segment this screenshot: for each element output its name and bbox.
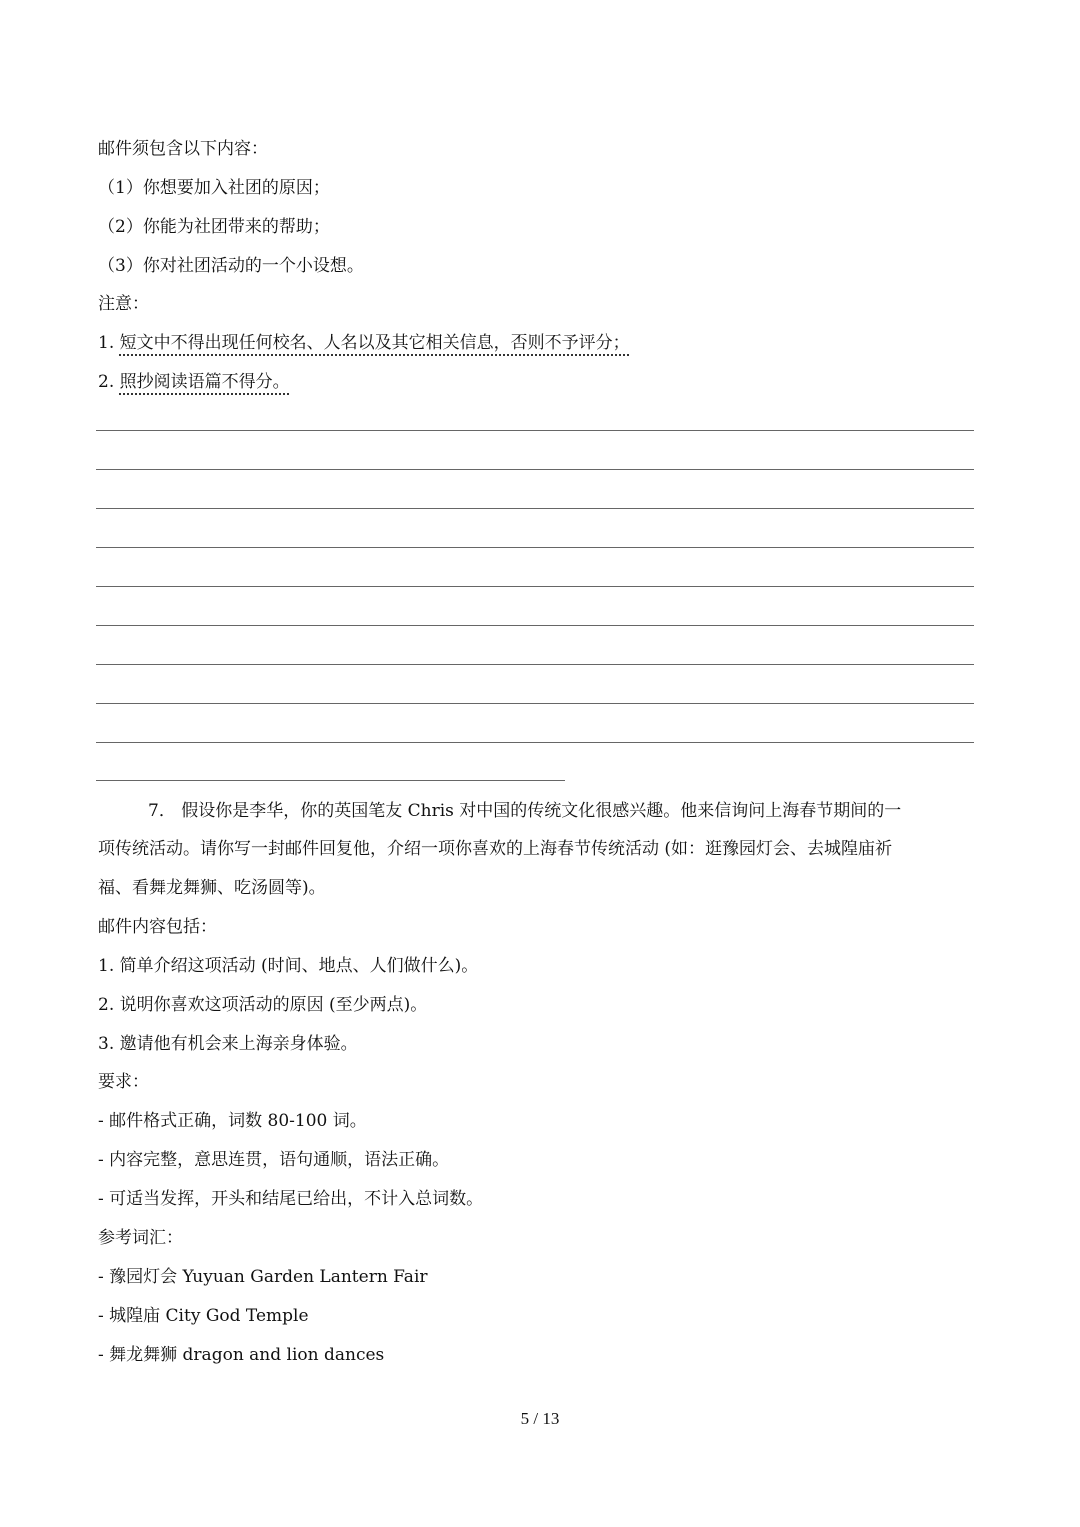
writing-line	[96, 586, 974, 587]
question7-intro: 福、看舞龙舞狮、吃汤圆等)。	[98, 878, 326, 898]
question7-intro: 项传统活动。请你写一封邮件回复他，介绍一项你喜欢的上海春节传统活动 (如：逛豫园灯会、去城隍庙祈	[98, 839, 893, 859]
list-item: - 豫园灯会 Yuyuan Garden Lantern Fair	[98, 1267, 428, 1287]
list-item: - 城隍庙 City God Temple	[98, 1306, 309, 1326]
writing-line	[96, 703, 974, 704]
note-number: 1.	[98, 333, 120, 353]
page-number: 5 / 13	[520, 1409, 560, 1428]
list-item: （1）你想要加入社团的原因；	[98, 178, 330, 198]
list-item: 2. 说明你喜欢这项活动的原因 (至少两点)。	[98, 995, 428, 1015]
include-heading: 邮件须包含以下内容：	[98, 139, 268, 159]
content-heading: 邮件内容包括：	[98, 917, 217, 937]
list-item: 1. 简单介绍这项活动 (时间、地点、人们做什么)。	[98, 956, 479, 976]
note-item	[98, 332, 630, 354]
note-text: 短文中不得出现任何校名、人名以及其它相关信息，否则不予评分；	[119, 333, 630, 353]
requirements-heading: 要求：	[98, 1072, 149, 1092]
note-item	[98, 371, 290, 393]
list-item: - 内容完整，意思连贯，语句通顺，语法正确。	[98, 1150, 450, 1170]
note-number: 2.	[98, 372, 120, 392]
question7-intro: 7． 假设你是李华，你的英国笔友 Chris 对中国的传统文化很感兴趣。他来信询问上海春节期间的一	[148, 801, 902, 821]
note-text: 照抄阅读语篇不得分。	[119, 372, 290, 392]
writing-line-short	[96, 780, 565, 781]
vocab-heading: 参考词汇：	[98, 1228, 183, 1248]
writing-line	[96, 742, 974, 743]
list-item: - 邮件格式正确，词数 80-100 词。	[98, 1111, 367, 1131]
writing-line	[96, 430, 974, 431]
list-item: - 可适当发挥，开头和结尾已给出，不计入总词数。	[98, 1189, 484, 1209]
writing-line	[96, 469, 974, 470]
list-item: （2）你能为社团带来的帮助；	[98, 217, 330, 237]
writing-line	[96, 625, 974, 626]
writing-line	[96, 664, 974, 665]
writing-line	[96, 508, 974, 509]
list-item: 3. 邀请他有机会来上海亲身体验。	[98, 1034, 358, 1054]
list-item: - 舞龙舞狮 dragon and lion dances	[98, 1345, 385, 1365]
list-item: （3）你对社团活动的一个小设想。	[98, 256, 364, 276]
writing-line	[96, 547, 974, 548]
note-heading: 注意：	[98, 294, 149, 314]
